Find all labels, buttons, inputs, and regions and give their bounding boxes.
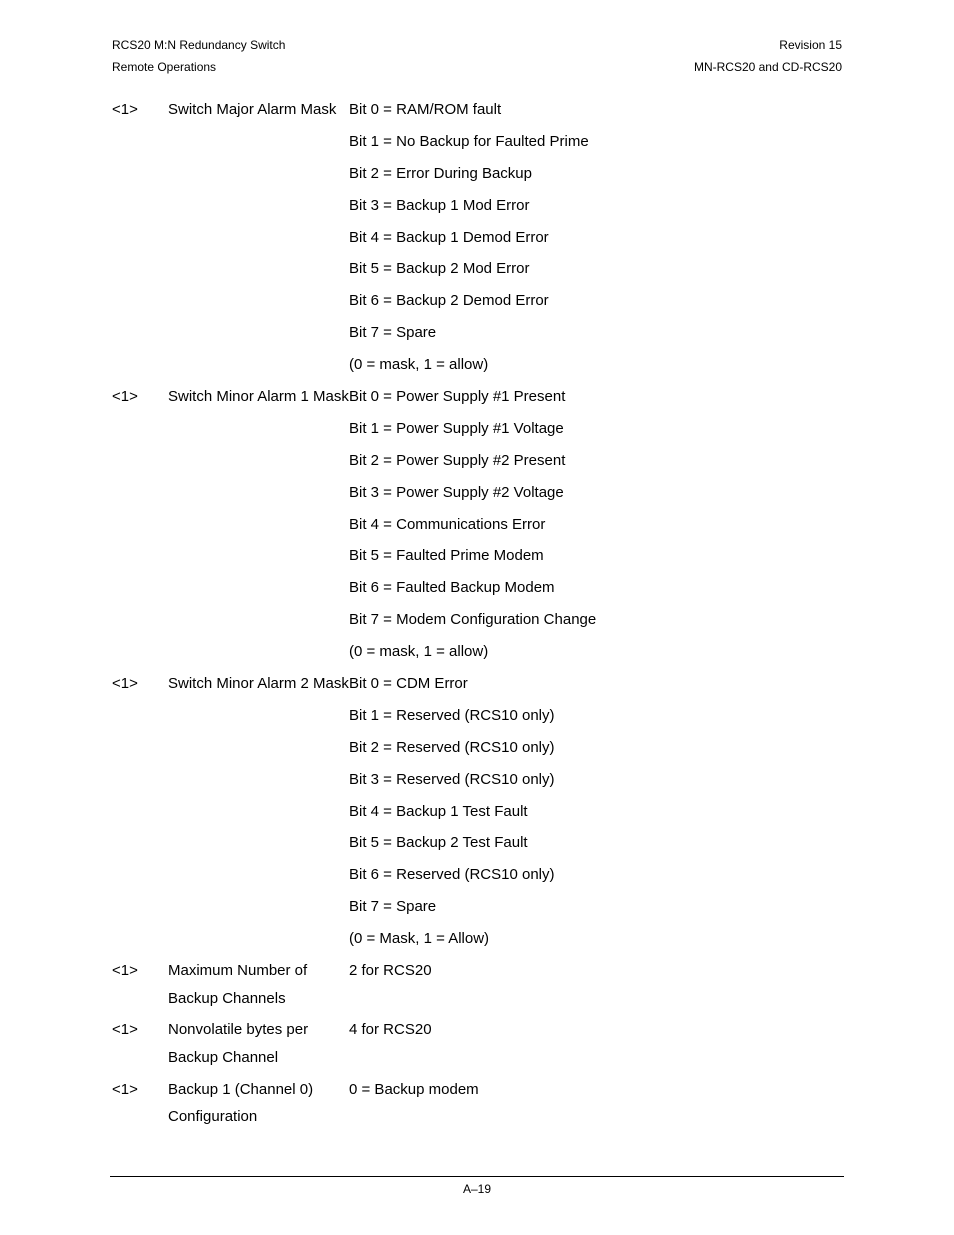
header-document-number: MN-RCS20 and CD-RCS20 (693, 60, 842, 74)
parameter-entry (112, 957, 842, 1016)
description-line: Bit 1 = Reserved (RCS10 only) (349, 706, 555, 724)
description-line: Bit 3 = Backup 1 Mod Error (349, 196, 530, 214)
description-line: Bit 7 = Modem Configuration Change (349, 611, 597, 629)
description-line: Bit 4 = Backup 1 Test Fault (349, 802, 528, 820)
description-line: Bit 7 = Spare (349, 898, 437, 916)
parameter-name: Switch Minor Alarm 1 Mask (168, 388, 349, 406)
parameter-description (349, 96, 842, 383)
description-line: Bit 0 = Power Supply #1 Present (349, 388, 566, 406)
page-number: A–19 (462, 1182, 492, 1196)
description-line: Bit 5 = Backup 2 Test Fault (349, 834, 528, 852)
parameter-name: Switch Major Alarm Mask (168, 101, 337, 118)
description-line: (0 = Mask, 1 = Allow) (349, 930, 490, 948)
parameter-description (349, 1076, 842, 1135)
description-line: Bit 7 = Spare (349, 324, 437, 342)
parameter-size: <1> (112, 675, 138, 693)
footer-divider (110, 1176, 844, 1177)
description-line: Bit 1 = No Backup for Faulted Prime (349, 132, 589, 150)
parameter-entry (112, 383, 842, 670)
header-product-title: RCS20 M:N Redundancy Switch (112, 38, 286, 52)
description-line: Bit 5 = Faulted Prime Modem (349, 547, 544, 565)
parameter-size: <1> (112, 388, 138, 406)
parameter-size: <1> (112, 101, 138, 118)
parameter-name: Backup 1 (Channel 0) Configuration (168, 1080, 314, 1126)
description-line: (0 = mask, 1 = allow) (349, 356, 489, 374)
parameter-entry (112, 1016, 842, 1075)
description-line: 2 for RCS20 (349, 962, 432, 980)
header-left (112, 34, 285, 78)
description-line: Bit 3 = Reserved (RCS10 only) (349, 770, 555, 788)
description-line: Bit 1 = Power Supply #1 Voltage (349, 419, 564, 437)
description-line: Bit 4 = Communications Error (349, 515, 546, 533)
parameter-name: Switch Minor Alarm 2 Mask (168, 675, 349, 693)
description-line: Bit 4 = Backup 1 Demod Error (349, 228, 549, 246)
parameter-entry (112, 96, 842, 383)
parameter-name: Nonvolatile bytes per Backup Channel (168, 1021, 309, 1066)
parameter-entry (112, 1076, 842, 1135)
header-right (694, 34, 842, 78)
parameter-description (349, 1016, 842, 1075)
description-line: (0 = mask, 1 = allow) (349, 643, 489, 661)
description-line: Bit 2 = Power Supply #2 Present (349, 451, 566, 469)
description-line: Bit 6 = Faulted Backup Modem (349, 579, 555, 597)
header-section-title: Remote Operations (112, 60, 217, 74)
description-line: Bit 0 = CDM Error (349, 675, 468, 693)
parameter-entry (112, 670, 842, 957)
parameter-size: <1> (112, 1021, 138, 1039)
description-line: Bit 5 = Backup 2 Mod Error (349, 260, 530, 278)
description-line: Bit 3 = Power Supply #2 Voltage (349, 483, 564, 501)
parameter-description (349, 383, 842, 670)
description-line: Bit 6 = Backup 2 Demod Error (349, 292, 549, 310)
description-line: Bit 2 = Reserved (RCS10 only) (349, 738, 555, 756)
description-line: Bit 2 = Error During Backup (349, 164, 532, 182)
parameter-description (349, 670, 842, 957)
parameter-description (349, 957, 842, 1016)
parameter-list (112, 96, 842, 1135)
description-line: 0 = Backup modem (349, 1080, 479, 1098)
parameter-size: <1> (112, 962, 138, 980)
parameter-size: <1> (112, 1080, 138, 1098)
description-line: Bit 0 = RAM/ROM fault (349, 101, 502, 118)
header-revision: Revision 15 (779, 38, 842, 52)
parameter-name: Maximum Number of Backup Channels (168, 962, 308, 1007)
description-line: 4 for RCS20 (349, 1021, 432, 1039)
description-line: Bit 6 = Reserved (RCS10 only) (349, 866, 555, 884)
